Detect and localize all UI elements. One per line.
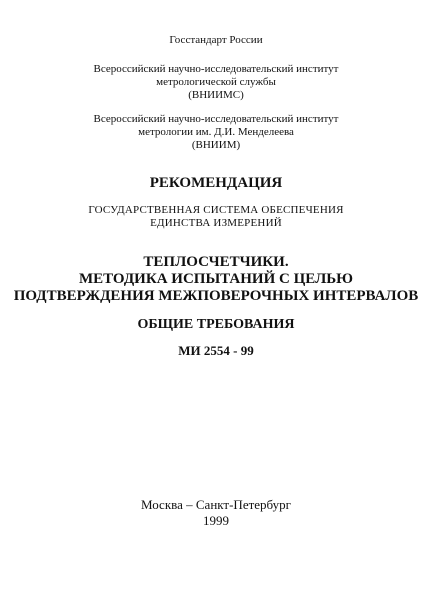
subtitle: ОБЩИЕ ТРЕБОВАНИЯ (137, 317, 295, 332)
system-line-2: ЕДИНСТВА ИЗМЕРЕНИЙ (150, 217, 282, 229)
institute-1-line-2: метрологической службы (156, 76, 276, 88)
title-line-3: ПОДТВЕРЖДЕНИЯ МЕЖПОВЕРОЧНЫХ ИНТЕРВАЛОВ (13, 288, 419, 304)
title-line-1: ТЕПЛОСЧЕТЧИКИ. (143, 254, 289, 270)
agency-name: Госстандарт России (169, 34, 263, 46)
institute-1-line-1: Всероссийский научно-исследовательский институт (93, 63, 339, 75)
institute-2-abbrev: (ВНИИМ) (191, 139, 241, 151)
document-code: МИ 2554 - 99 (178, 343, 254, 358)
institute-2-line-2: метрологии им. Д.И. Менделеева (138, 126, 294, 138)
system-line-1: ГОСУДАРСТВЕННАЯ СИСТЕМА ОБЕСПЕЧЕНИЯ (88, 204, 344, 216)
footer-place: Москва – Санкт-Петербург (141, 497, 291, 512)
title-line-2: МЕТОДИКА ИСПЫТАНИЙ С ЦЕЛЬЮ (78, 271, 354, 287)
document-type: РЕКОМЕНДАЦИЯ (149, 175, 283, 191)
institute-1-abbrev: (ВНИИМС) (188, 89, 244, 101)
footer-year: 1999 (203, 513, 229, 528)
institute-2-line-1: Всероссийский научно-исследовательский институт (93, 113, 339, 125)
